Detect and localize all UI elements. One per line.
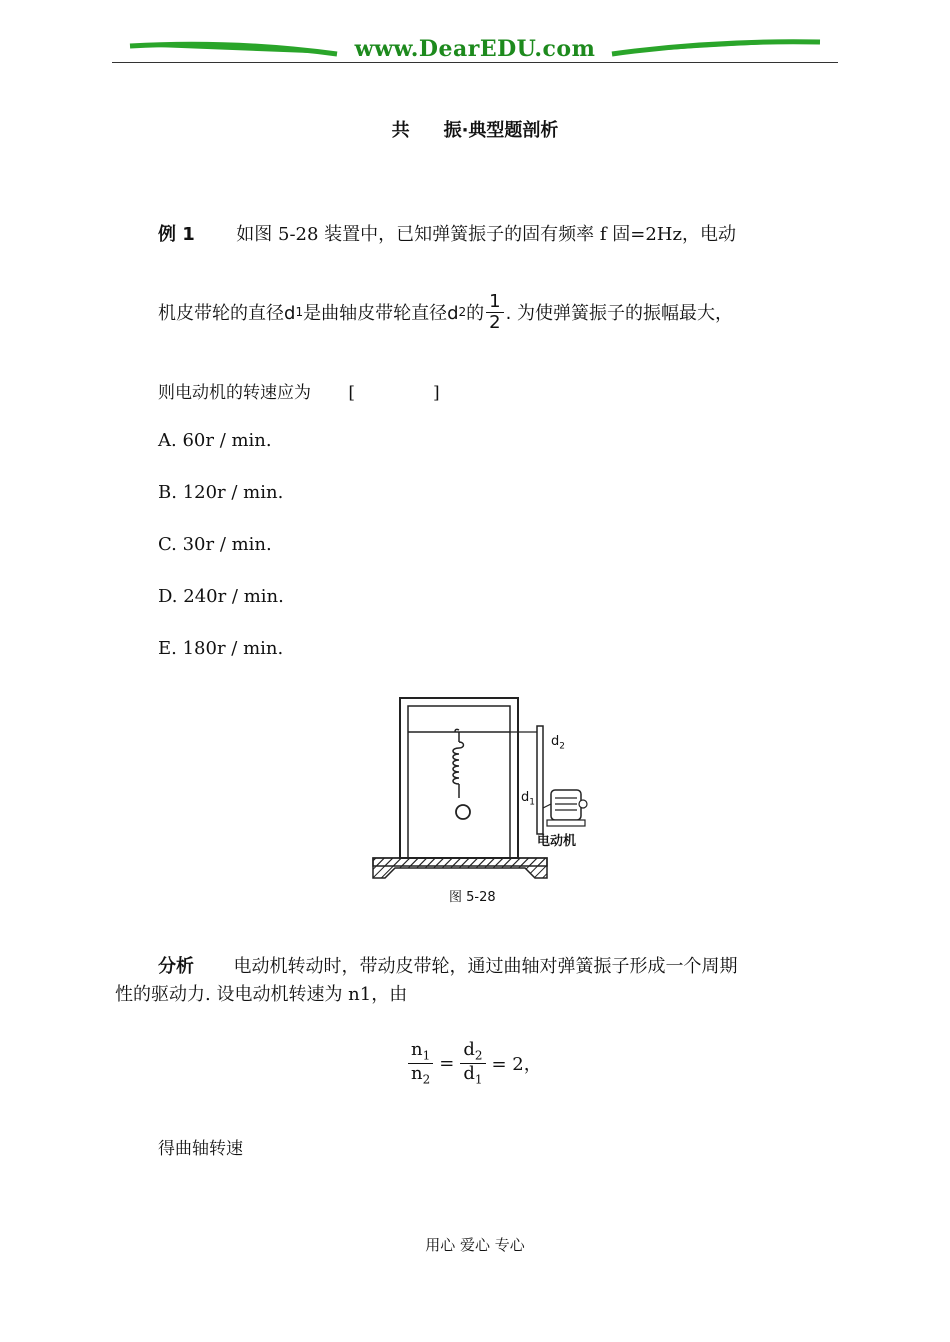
analysis-label: 分析 [158,956,194,977]
figure-caption: 图 5-28 [449,890,496,905]
analysis-line-1 [158,952,737,978]
option-e: E. 180r / min. [158,638,284,659]
label-motor: 电动机 [537,834,577,849]
question-text-2c: 的 [466,303,485,325]
title-part-2: 振·典型题剖析 [443,120,559,141]
formula-result: = 2， [491,1054,542,1076]
label-d2: $d_2$ [551,734,565,752]
analysis-text-1: 电动机转动时，带动皮带轮，通过曲轴对弹簧振子形成一个周期 [233,956,738,977]
header-banner [112,30,838,66]
fraction-half: $\frac{1}{2}$ [486,292,503,333]
sub-2: 2 [458,305,467,320]
option-b: B. 120r / min. [158,482,284,503]
question-line-2 [158,292,733,333]
header-rule [112,62,838,63]
question-line-3 [158,378,440,403]
page-title [0,116,950,142]
option-c: C. 30r / min. [158,534,272,555]
analysis-line-3: 得曲轴转速 [158,1139,243,1159]
label-d1: $d_1$ [521,790,535,808]
question-text-2a: 机皮带轮的直径d [158,303,296,325]
question-text-2b: 是曲轴皮带轮直径d [303,303,459,325]
sub-1: 1 [295,305,304,320]
fraction-d2-d1: $\frac{d_2}{d_1}$ [460,1040,485,1087]
title-part-1: 共 [391,120,410,141]
question-text-3: 则电动机的转速应为 [158,383,311,403]
figure-5-28 [365,690,595,912]
option-d: D. 240r / min. [158,586,284,607]
apparatus-diagram [365,690,595,912]
answer-bracket: [ ] [348,383,440,403]
page-footer: 用心 爱心 专心 [425,1236,525,1254]
question-line-1 [158,220,736,246]
question-label: 例 1 [158,224,195,245]
site-logo: www.DearEDU.com [354,36,596,62]
question-text-2d: . 为使弹簧振子的振幅最大， [505,303,734,325]
analysis-line-2: 性的驱动力. 设电动机转速为 n1，由 [115,984,408,1005]
ratio-formula: $\frac{n_1}{n_2}$ = $\frac{d_2}{d_1}$ = 2， [406,1040,542,1087]
option-a: A. 60r / min. [158,430,272,451]
question-text-1: 如图 5-28 装置中，已知弹簧振子的固有频率 f 固=2Hz，电动 [236,224,736,245]
fraction-n1-n2: $\frac{n_1}{n_2}$ [408,1040,433,1087]
